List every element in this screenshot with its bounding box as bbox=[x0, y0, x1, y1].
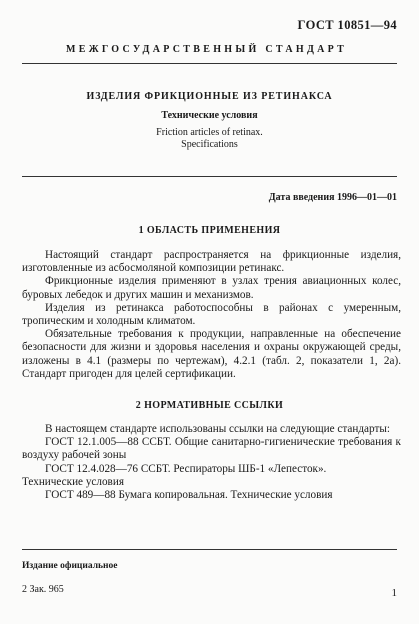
section-1-paragraph: Изделия из ретинакса работоспособны в районах с умеренным, тропическим и холодным климатом. bbox=[22, 301, 401, 328]
section-2-body bbox=[22, 423, 401, 502]
order-number: 2 Зак. 965 bbox=[22, 584, 64, 595]
page-number: 1 bbox=[391, 587, 397, 599]
introduction-date: Дата введения 1996—01—01 bbox=[268, 192, 397, 203]
section-2-heading: 2 НОРМАТИВНЫЕ ССЫЛКИ bbox=[135, 400, 284, 411]
section-1-body bbox=[22, 249, 401, 381]
section-1-heading: 1 ОБЛАСТЬ ПРИМЕНЕНИЯ bbox=[138, 225, 281, 236]
title-en-line-1: Friction articles of retinax. bbox=[156, 127, 263, 138]
section-2-reference-continuation: Технические условия bbox=[22, 475, 124, 488]
official-edition-label: Издание официальное bbox=[22, 561, 118, 571]
section-2-paragraph: В настоящем стандарте использованы ссылки на следующие стандарты: bbox=[45, 423, 390, 435]
standard-type-heading: МЕЖГОСУДАРСТВЕННЫЙ СТАНДАРТ bbox=[66, 44, 348, 55]
section-2-reference: ГОСТ 12.1.005—88 ССБТ. Общие санитарно-гигиенические требования к воздуху рабочей зоны bbox=[22, 436, 401, 462]
title-rule bbox=[22, 176, 397, 177]
section-1-paragraph: Обязательные требования к продукции, направленные на обеспечение безопасности для жизни и здоровья населения и охраны окружающей среды, изложены в 4.1 (размеры по чертежам), 4.2.1 (табл. 2, показатели 1, 2а). Стандарт пригоден для целей сертификации. bbox=[22, 328, 401, 380]
footer-rule bbox=[22, 549, 397, 550]
gost-number: ГОСТ 10851—94 bbox=[297, 18, 397, 32]
section-2-reference: ГОСТ 12.4.028—76 ССБТ. Респираторы ШБ-1 «Лепесток». bbox=[45, 462, 327, 475]
title-en-line-2: Specifications bbox=[181, 139, 238, 150]
document-title-en bbox=[0, 127, 419, 151]
section-2-reference: ГОСТ 489—88 Бумага копировальная. Технические условия bbox=[45, 489, 333, 502]
document-subtitle-ru: Технические условия bbox=[161, 110, 258, 121]
document-title-ru: ИЗДЕЛИЯ ФРИКЦИОННЫЕ ИЗ РЕТИНАКСА bbox=[86, 91, 333, 102]
header-rule bbox=[22, 63, 397, 64]
section-1-paragraph: Настоящий стандарт распространяется на фрикционные изделия, изготовленные из асбосмоляной композиции ретинакс. bbox=[22, 249, 401, 275]
section-1-paragraph: Фрикционные изделия применяют в узлах трения авиационных колес, буровых лебедок и других машин и механизмов. bbox=[22, 275, 401, 301]
